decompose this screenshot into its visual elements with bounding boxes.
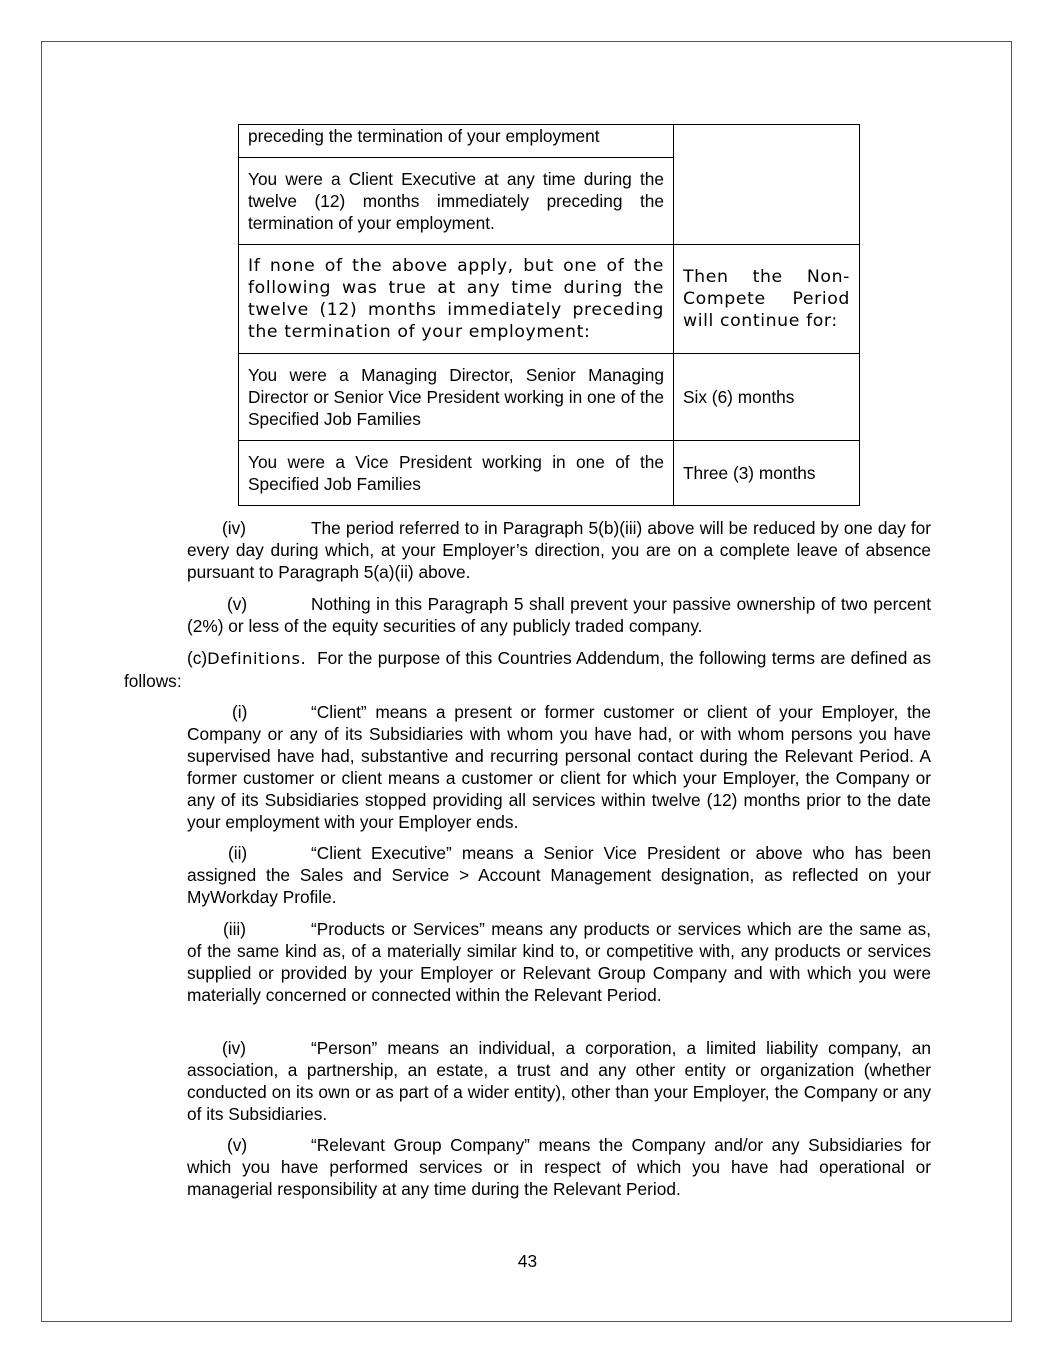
definition-products-or-services	[187, 918, 931, 1006]
paragraph-text: “Products or Services” means any products or services which are the same as, of the same kind as, of a materially similar kind to, or competitive with, any products or services supplied or provided by your Employer or Relevant Group Company and with which you were materially concerned or connected within the Relevant Period.	[187, 919, 931, 1005]
paragraph-5b-v	[187, 593, 931, 637]
table-cell	[674, 125, 860, 245]
paragraph-text: “Person” means an individual, a corporation, a limited liability company, an association, a partnership, an estate, a trust and any other entity or organization (whether conducted on its own or as part of a wider entity), other than your Employer, the Company or any of its Subsidiaries.	[187, 1038, 931, 1124]
paragraph-number: (i)	[232, 702, 248, 722]
paragraph-text: For the purpose of this Countries Addendum, the following terms are defined as follows:	[124, 648, 931, 691]
paragraph-text: The period referred to in Paragraph 5(b)(iii) above will be reduced by one day for every day during which, at your Employer’s direction, you are on a complete leave of absence pursuant to Paragraph 5(a)(ii) above.	[187, 518, 931, 582]
paragraph-number: (ii)	[228, 843, 248, 863]
paragraph-5b-iv	[187, 517, 931, 583]
table-cell: Six (6) months	[674, 354, 860, 441]
paragraph-number: (iv)	[222, 1038, 246, 1058]
paragraph-5c-definitions	[124, 647, 931, 692]
section-heading: Definitions.	[207, 649, 307, 668]
paragraph-number: (iv)	[222, 518, 246, 538]
paragraph-number: (iii)	[223, 919, 247, 939]
definition-relevant-group-company	[187, 1134, 931, 1200]
table-cell: preceding the termination of your employment	[239, 125, 674, 158]
table-row	[239, 354, 860, 441]
table-row	[239, 245, 860, 354]
table-cell: You were a Client Executive at any time during the twelve (12) months immediately preceding the termination of your employment.	[239, 158, 674, 245]
definition-client	[187, 701, 931, 833]
page-number: 43	[517, 1251, 538, 1271]
table-cell: If none of the above apply, but one of the following was true at any time during the twelve (12) months immediately preceding the termination of your employment:	[239, 245, 674, 354]
paragraph-text: “Relevant Group Company” means the Company and/or any Subsidiaries for which you have performed services or in respect of which you have had operational or managerial responsibility at any time during the Relevant Period.	[187, 1135, 931, 1199]
definition-client-executive	[187, 842, 931, 908]
table-cell: Three (3) months	[674, 441, 860, 506]
table-row	[239, 125, 860, 158]
paragraph-number: (v)	[227, 1135, 248, 1155]
definition-person	[187, 1037, 931, 1125]
paragraph-number: (v)	[227, 594, 248, 614]
non-compete-table	[238, 124, 860, 506]
table-row	[239, 441, 860, 506]
paragraph-text: “Client Executive” means a Senior Vice President or above who has been assigned the Sales and Service > Account Management designation, as reflected on your MyWorkday Profile.	[187, 843, 931, 907]
table-cell: You were a Managing Director, Senior Managing Director or Senior Vice President working in one of the Specified Job Families	[239, 354, 674, 441]
table-cell: You were a Vice President working in one of the Specified Job Families	[239, 441, 674, 506]
paragraph-number: (c)	[187, 648, 208, 668]
paragraph-text: Nothing in this Paragraph 5 shall prevent your passive ownership of two percent (2%) or less of the equity securities of any publicly traded company.	[187, 594, 931, 636]
table-cell: Then the Non-Compete Period will continue for:	[674, 245, 860, 354]
paragraph-text: “Client” means a present or former customer or client of your Employer, the Company or any of its Subsidiaries with whom you have had, or with whom persons you have supervised have had, substantive and recurring personal contact during the Relevant Period. A former customer or client means a customer or client for which your Employer, the Company or any of its Subsidiaries stopped providing all services within twelve (12) months prior to the date your employment with your Employer ends.	[187, 702, 931, 832]
